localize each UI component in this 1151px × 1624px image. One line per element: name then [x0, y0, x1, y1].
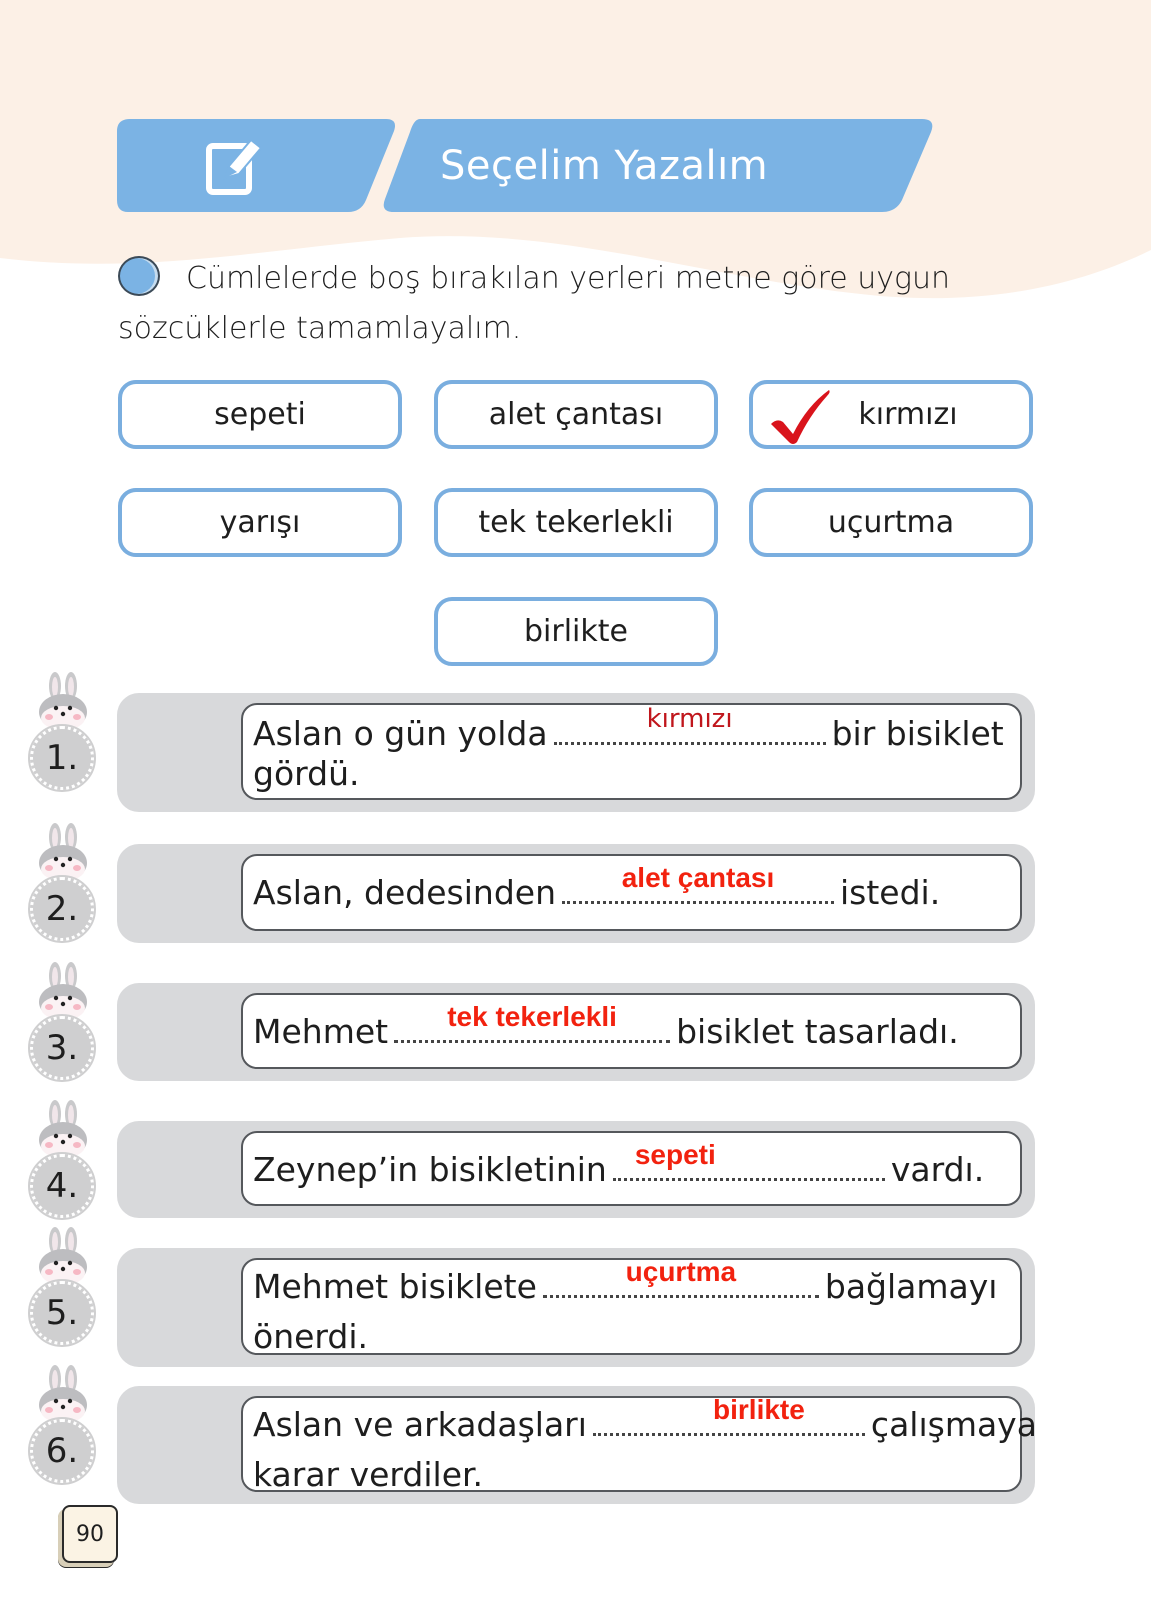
sentence-text-before: Zeynep’in bisikletinin — [253, 1150, 607, 1189]
bunny-icon — [36, 1365, 90, 1425]
instruction-line-1: Cümlelerde boş bırakılan yerleri metne göre uygun — [186, 261, 951, 296]
instruction-line-2: sözcüklerle tamamlayalım. — [118, 311, 522, 346]
filled-answer: alet çantası — [621, 862, 775, 893]
bunny-icon — [36, 962, 90, 1022]
sentence-text-line-2: önerdi. — [253, 1317, 369, 1356]
edit-pencil-icon — [205, 134, 265, 198]
filled-answer: tek tekerlekli — [447, 1001, 617, 1032]
sentence-text-before: Mehmet — [253, 1012, 389, 1051]
word-option-yarisi[interactable]: yarışı — [118, 488, 402, 557]
sentence-text-before: Aslan o gün yolda — [253, 714, 548, 753]
sentence-text-after: çalışmaya — [870, 1405, 1037, 1444]
sentence-box — [241, 1394, 1037, 1494]
sentence-row-2 — [117, 844, 1035, 943]
answer-blank[interactable] — [394, 1001, 670, 1043]
sentence-box — [241, 854, 1022, 931]
word-option-alet-cantasi[interactable]: alet çantası — [434, 380, 718, 449]
sentence-row-1 — [117, 693, 1035, 812]
filled-answer: kırmızı — [646, 704, 733, 734]
filled-answer: birlikte — [713, 1394, 805, 1425]
sentence-text-after: vardı. — [890, 1150, 985, 1189]
question-number: 5. — [30, 1281, 94, 1345]
sentence-box — [241, 703, 1022, 800]
bunny-icon — [36, 823, 90, 883]
sentence-box — [241, 1258, 1022, 1355]
bullet-circle-icon — [118, 256, 160, 296]
sentence-text-after: istedi. — [840, 873, 941, 912]
question-number: 4. — [30, 1154, 94, 1218]
instruction-text — [118, 254, 1018, 354]
sentence-text-before: Mehmet bisiklete — [253, 1267, 537, 1306]
section-title: Seçelim Yazalım — [440, 143, 769, 189]
answer-blank[interactable] — [613, 1139, 885, 1181]
sentence-box — [241, 1131, 1022, 1206]
sentence-row-5 — [117, 1248, 1035, 1367]
sentence-text-line-2: gördü. — [253, 754, 360, 793]
bunny-icon — [36, 672, 90, 732]
section-header — [0, 0, 1151, 230]
checkmark-icon — [767, 388, 833, 446]
word-option-sepeti[interactable]: sepeti — [118, 380, 402, 449]
sentence-row-4 — [117, 1121, 1035, 1218]
sentence-text-before: Aslan, dedesinden — [253, 873, 556, 912]
question-number: 3. — [30, 1016, 94, 1080]
word-option-birlikte[interactable]: birlikte — [434, 597, 718, 666]
sentence-text-before: Aslan ve arkadaşları — [253, 1405, 587, 1444]
sentence-row-3 — [117, 983, 1035, 1081]
sentence-text-after: bisiklet tasarladı. — [676, 1012, 959, 1051]
page-number: 90 — [62, 1505, 118, 1563]
question-number: 1. — [30, 726, 94, 790]
answer-blank[interactable] — [554, 704, 826, 745]
sentence-text-after: bir bisiklet — [831, 714, 1004, 753]
answer-blank[interactable] — [562, 862, 834, 904]
answer-blank[interactable] — [593, 1394, 865, 1436]
filled-answer: uçurtma — [625, 1256, 737, 1287]
sentence-box — [241, 993, 1022, 1069]
filled-answer: sepeti — [634, 1139, 716, 1170]
bunny-icon — [36, 1227, 90, 1287]
bunny-icon — [36, 1100, 90, 1160]
word-option-tek-tekerlekli[interactable]: tek tekerlekli — [434, 488, 718, 557]
question-number: 2. — [30, 877, 94, 941]
answer-blank[interactable] — [543, 1256, 819, 1298]
sentence-text-after: bağlamayı — [824, 1267, 998, 1306]
sentence-row-6 — [117, 1386, 1035, 1504]
word-option-kirmizi[interactable]: kırmızı — [749, 380, 1033, 449]
word-option-ucurtma[interactable]: uçurtma — [749, 488, 1033, 557]
question-number: 6. — [30, 1419, 94, 1483]
sentence-text-line-2: karar verdiler. — [253, 1455, 484, 1494]
